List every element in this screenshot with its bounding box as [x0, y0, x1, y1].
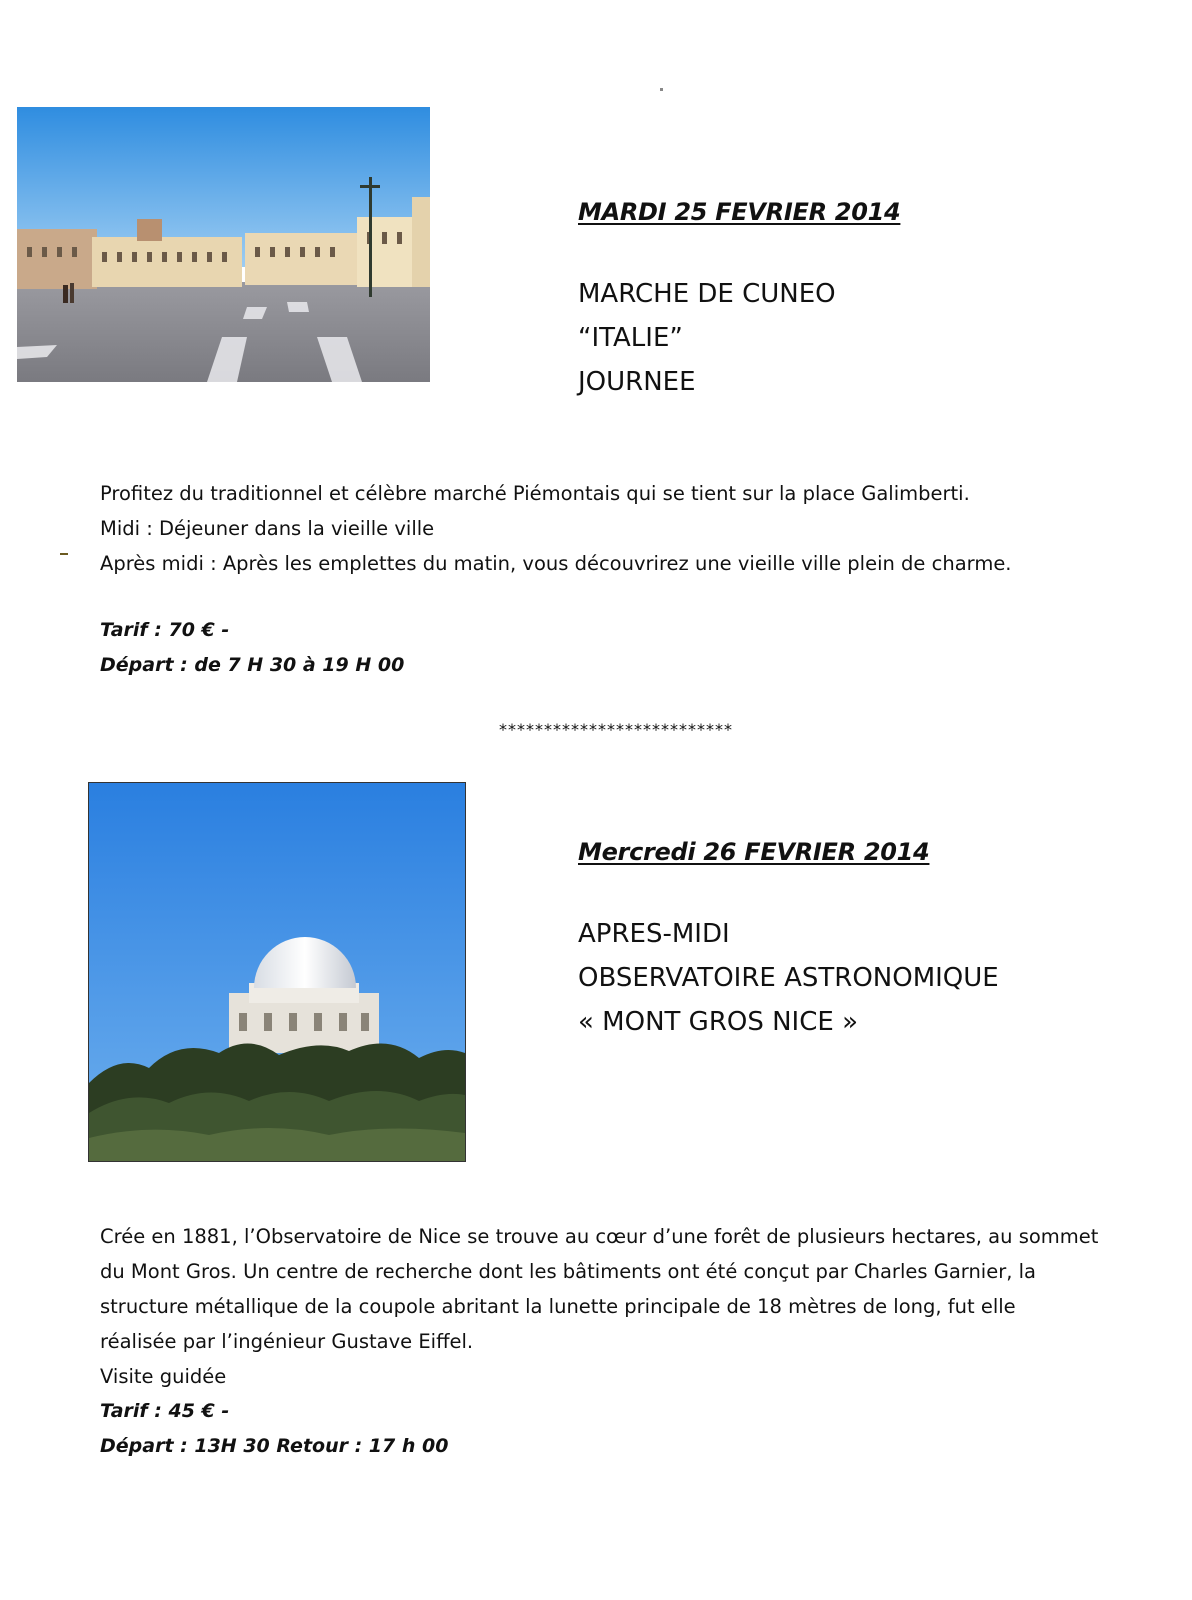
section-separator: ************************** [499, 720, 733, 739]
scan-speck [660, 88, 663, 91]
observatory-photo [89, 783, 465, 1161]
event1-description-line-3: Après midi : Après les emplettes du matin, vous découvrirez une vieille ville plein de charme. [100, 552, 1012, 575]
event1-date: MARDI 25 FEVRIER 2014 [578, 198, 901, 226]
cuneo-square-photo [17, 107, 430, 382]
event1-title-line-3: JOURNEE [578, 367, 696, 397]
event1-description-line-1: Profitez du traditionnel et célèbre marché Piémontais qui se tient sur la place Galimberti. [100, 482, 970, 505]
event2-description-line-1: Crée en 1881, l’Observatoire de Nice se trouve au cœur d’une forêt de plusieurs hectares, au sommet [100, 1225, 1099, 1248]
event2-title-line-2: OBSERVATOIRE ASTRONOMIQUE [578, 963, 999, 993]
event2-date: Mercredi 26 FEVRIER 2014 [578, 838, 930, 866]
event1-description-line-2: Midi : Déjeuner dans la vieille ville [100, 517, 435, 540]
event2-tarif: Tarif : 45 € - [100, 1400, 230, 1422]
event2-description-line-4: réalisée par l’ingénieur Gustave Eiffel. [100, 1330, 474, 1353]
scan-speck [60, 553, 68, 555]
event1-title-line-2: “ITALIE” [578, 323, 683, 353]
event2-visite-guidee: Visite guidée [100, 1365, 227, 1388]
event2-title-line-1: APRES-MIDI [578, 919, 730, 949]
event2-depart: Départ : 13H 30 Retour : 17 h 00 [100, 1435, 449, 1457]
event1-tarif: Tarif : 70 € - [100, 619, 230, 641]
event2-title-line-3: « MONT GROS NICE » [578, 1007, 858, 1037]
event1-depart: Départ : de 7 H 30 à 19 H 00 [100, 654, 405, 676]
event2-description-line-3: structure métallique de la coupole abritant la lunette principale de 18 mètres de long, fut elle [100, 1295, 1016, 1318]
event1-title-line-1: MARCHE DE CUNEO [578, 279, 836, 309]
event2-description-line-2: du Mont Gros. Un centre de recherche dont les bâtiments ont été conçut par Charles Garnier, la [100, 1260, 1036, 1283]
